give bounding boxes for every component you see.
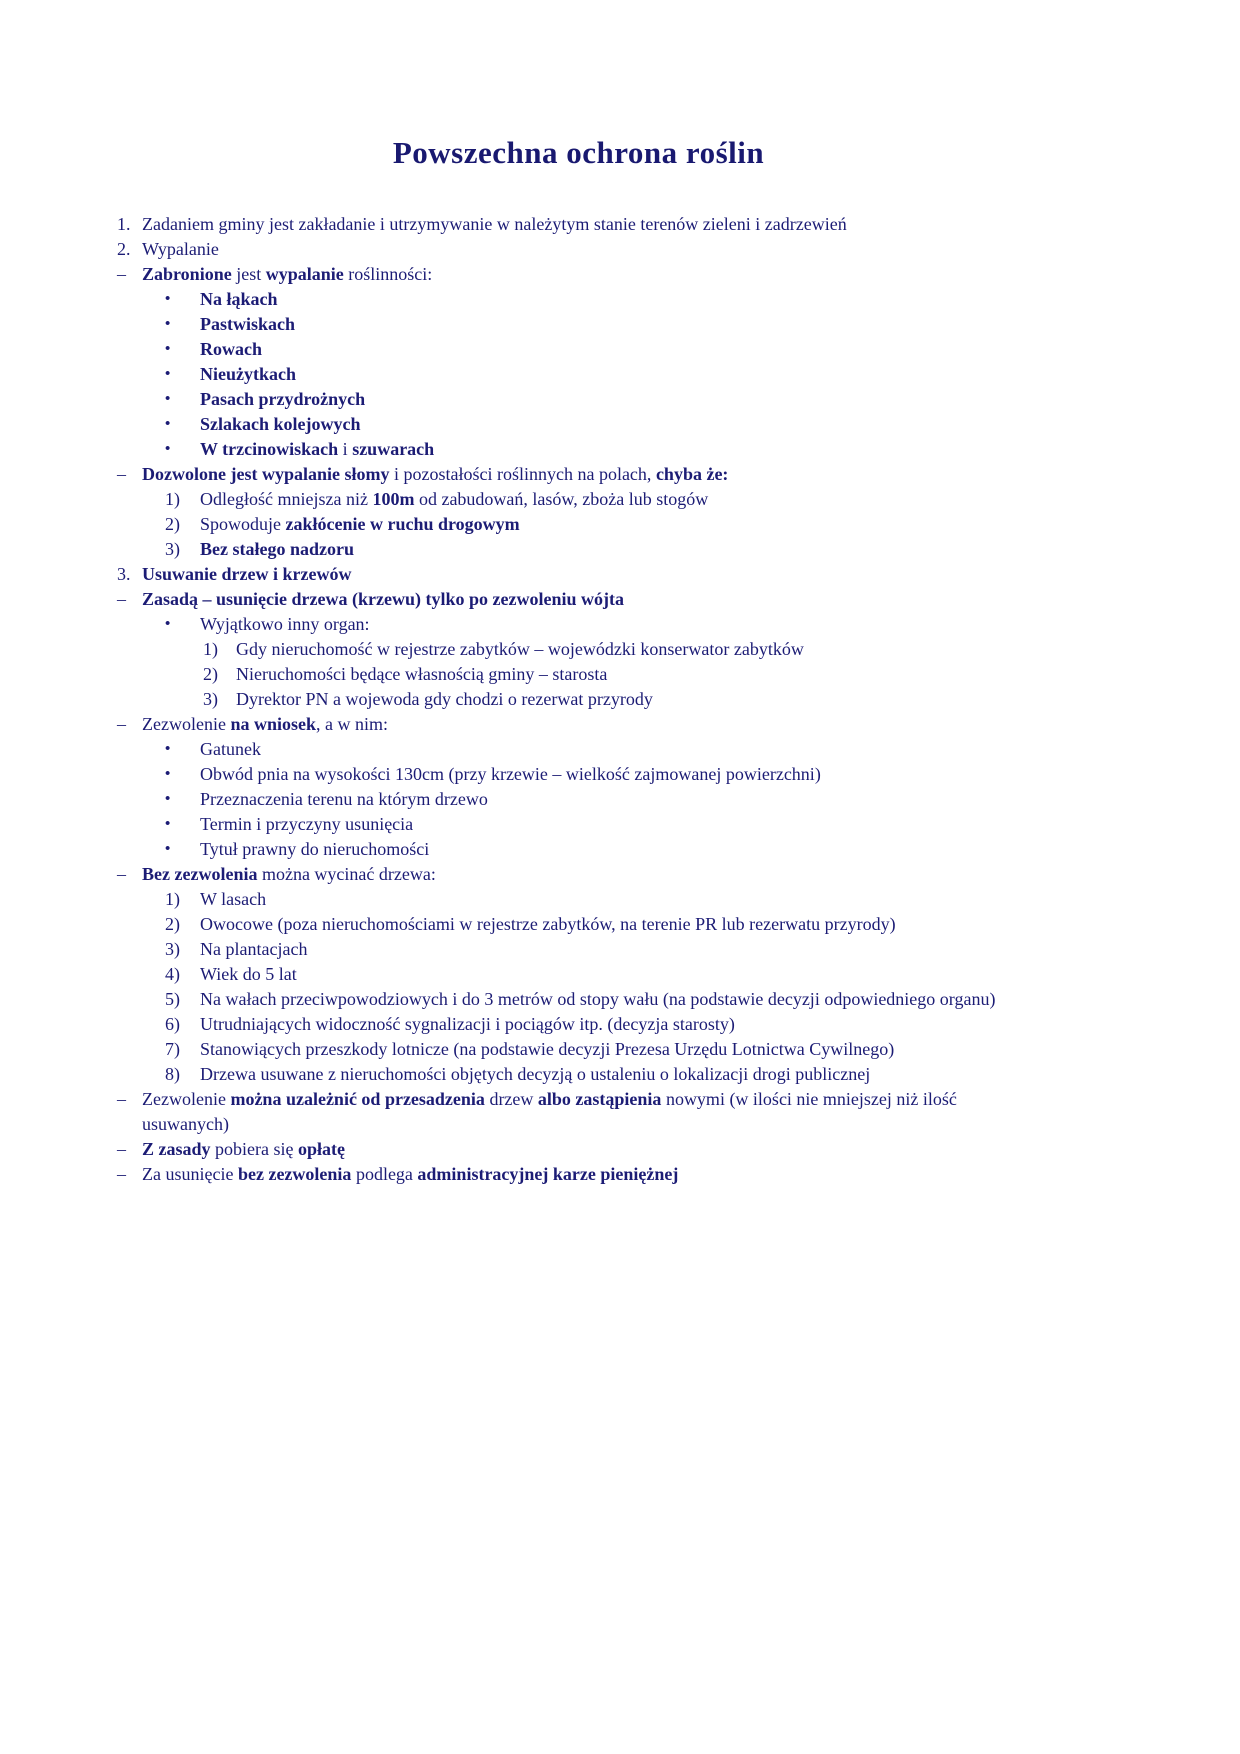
text-segment: Dyrektor PN a wojewoda gdy chodzi o rezerwat przyrody: [236, 689, 653, 709]
text-segment: 100m: [372, 489, 415, 509]
line-text: [142, 264, 432, 284]
text-segment: i pozostałości roślinnych na polach,: [389, 464, 656, 484]
list-line: [117, 937, 1040, 962]
line-text: [142, 464, 728, 484]
text-segment: chyba że:: [655, 464, 729, 484]
list-marker: 3): [165, 939, 180, 959]
bullet-icon: •: [165, 741, 171, 757]
bullet-icon: •: [165, 366, 171, 382]
list-line: [117, 987, 1040, 1012]
text-segment: Nieużytkach: [200, 364, 296, 384]
list-line: [117, 662, 1040, 687]
text-segment: Pasach przydrożnych: [200, 389, 366, 409]
list-marker: 2): [165, 914, 180, 934]
list-line: [117, 337, 1040, 362]
line-text: [200, 314, 295, 334]
list-line: [117, 412, 1040, 437]
list-line: [117, 887, 1040, 912]
text-segment: podlega: [351, 1164, 418, 1184]
line-text: [200, 389, 365, 409]
text-segment: Zadaniem gminy jest zakładanie i utrzymywanie w należytym stanie terenów zieleni i zadrzewień: [142, 214, 847, 234]
bullet-icon: •: [165, 791, 171, 807]
text-segment: Na łąkach: [200, 289, 278, 309]
line-text: [142, 564, 351, 584]
list-marker: 1): [165, 489, 180, 509]
list-marker: 6): [165, 1014, 180, 1034]
text-segment: Wyjątkowo inny organ:: [200, 614, 370, 634]
text-segment: Zabronione: [142, 264, 232, 284]
list-line: [117, 862, 1040, 887]
bullet-icon: •: [165, 391, 171, 407]
bullet-icon: •: [165, 816, 171, 832]
list-line: [117, 1162, 1040, 1187]
text-segment: Zasadą – usunięcie drzewa (krzewu) tylko po zezwoleniu wójta: [142, 589, 624, 609]
text-segment: bez zezwolenia: [237, 1164, 352, 1184]
list-line: [117, 687, 1040, 712]
list-line: [117, 812, 1040, 837]
text-segment: Za usunięcie: [142, 1164, 238, 1184]
line-text: [142, 589, 624, 609]
line-text: [200, 964, 297, 984]
list-line: [117, 1137, 1040, 1162]
list-line: [117, 1062, 1040, 1087]
text-segment: Wypalanie: [142, 239, 219, 259]
text-segment: Nieruchomości będące własnością gminy – starosta: [236, 664, 608, 684]
line-text: [200, 1064, 870, 1084]
text-segment: Z zasady: [142, 1139, 211, 1159]
line-text: [200, 414, 361, 434]
line-text: [142, 1164, 678, 1184]
list-marker: –: [117, 589, 126, 609]
list-line: [117, 762, 1040, 787]
text-segment: Obwód pnia na wysokości 130cm (przy krzewie – wielkość zajmowanej powierzchni): [200, 764, 821, 784]
line-text: [200, 1039, 894, 1059]
list-line: [117, 287, 1040, 312]
line-text: [200, 489, 708, 509]
list-line: [117, 637, 1040, 662]
list-marker: –: [117, 464, 126, 484]
text-segment: Termin i przyczyny usunięcia: [200, 814, 414, 834]
text-segment: Odległość mniejsza niż: [200, 489, 373, 509]
list-marker: –: [117, 714, 126, 734]
bullet-icon: •: [165, 416, 171, 432]
text-segment: od zabudowań, lasów, zboża lub stogów: [414, 489, 709, 509]
page-title: Powszechna ochrona roślin: [392, 135, 765, 170]
line-text: [200, 539, 354, 559]
text-segment: drzew: [484, 1089, 538, 1109]
list-marker: 7): [165, 1039, 180, 1059]
line-text: [142, 864, 436, 884]
list-line: [117, 387, 1040, 412]
list-marker: 1.: [117, 214, 131, 234]
text-segment: Drzewa usuwane z nieruchomości objętych decyzją o ustaleniu o lokalizacji drogi publicznej: [200, 1064, 871, 1084]
list-line: [117, 912, 1040, 937]
line-text: [200, 289, 278, 309]
list-line: [117, 237, 1040, 262]
text-segment: Gatunek: [200, 739, 261, 759]
list-line: [117, 712, 1040, 737]
text-segment: Na plantacjach: [200, 939, 308, 959]
list-line: [117, 537, 1040, 562]
list-marker: –: [117, 1139, 126, 1159]
line-text: [200, 739, 261, 759]
list-marker: 3): [203, 689, 218, 709]
text-segment: W trzcinowiskach: [200, 439, 339, 459]
line-text: [200, 914, 896, 934]
list-line: [117, 1012, 1040, 1037]
line-text: [200, 889, 266, 909]
list-line: [117, 462, 1040, 487]
text-segment: Zezwolenie: [142, 1089, 231, 1109]
list-line: [117, 487, 1040, 512]
list-line: [117, 787, 1040, 812]
list-line: [117, 1087, 1040, 1137]
text-segment: Zezwolenie: [142, 714, 231, 734]
text-segment: Rowach: [200, 339, 262, 359]
text-segment: można uzależnić od przesadzenia: [230, 1089, 485, 1109]
list-line: [117, 512, 1040, 537]
text-segment: jest: [231, 264, 266, 284]
list-marker: –: [117, 864, 126, 884]
text-segment: i: [338, 439, 353, 459]
text-segment: Bez stałego nadzoru: [200, 539, 354, 559]
list-marker: 1): [203, 639, 218, 659]
list-marker: 1): [165, 889, 180, 909]
line-text: [200, 364, 296, 384]
line-text: [142, 214, 847, 234]
line-text: [200, 1014, 735, 1034]
list-line: [117, 437, 1040, 462]
bullet-icon: •: [165, 841, 171, 857]
line-text: [200, 839, 429, 859]
text-segment: albo zastąpienia: [537, 1089, 662, 1109]
line-text: [236, 664, 607, 684]
list-line: [117, 962, 1040, 987]
line-text: [142, 1139, 345, 1159]
list-marker: 2): [203, 664, 218, 684]
text-segment: roślinności:: [343, 264, 433, 284]
line-text: [200, 814, 413, 834]
line-text: [236, 689, 653, 709]
list-line: [117, 612, 1040, 637]
text-segment: Tytuł prawny do nieruchomości: [200, 839, 430, 859]
list-marker: 2): [165, 514, 180, 534]
text-segment: Pastwiskach: [200, 314, 296, 334]
line-text: [200, 764, 821, 784]
list-line: [117, 362, 1040, 387]
line-text: [236, 639, 804, 659]
list-line: [117, 262, 1040, 287]
text-segment: Owocowe (poza nieruchomościami w rejestrze zabytków, na terenie PR lub rezerwatu przyrody): [200, 914, 896, 934]
text-segment: Utrudniających widoczność sygnalizacji i pociągów itp. (decyzja starosty): [200, 1014, 735, 1034]
list-marker: 5): [165, 989, 180, 1009]
list-line: [117, 837, 1040, 862]
bullet-icon: •: [165, 341, 171, 357]
line-text: [200, 614, 370, 634]
list-marker: 2.: [117, 239, 131, 259]
document-body: [117, 212, 1040, 1187]
text-segment: opłatę: [297, 1139, 345, 1159]
bullet-icon: •: [165, 766, 171, 782]
list-line: [117, 587, 1040, 612]
text-segment: zakłócenie w ruchu drogowym: [285, 514, 520, 534]
bullet-icon: •: [165, 441, 171, 457]
text-segment: Spowoduje: [200, 514, 286, 534]
list-line: [117, 737, 1040, 762]
text-segment: można wycinać drzewa:: [257, 864, 436, 884]
text-segment: pobiera się: [210, 1139, 298, 1159]
text-segment: na wniosek: [230, 714, 316, 734]
bullet-icon: •: [165, 291, 171, 307]
line-text: [142, 714, 388, 734]
text-segment: nowymi (w ilości nie mniejszej niż ilość usuwanych): [142, 1089, 957, 1134]
text-segment: Dozwolone jest wypalanie słomy: [142, 464, 390, 484]
line-text: [200, 514, 520, 534]
text-segment: Przeznaczenia terenu na którym drzewo: [200, 789, 488, 809]
list-line: [117, 1037, 1040, 1062]
list-marker: 8): [165, 1064, 180, 1084]
text-segment: , a w nim:: [315, 714, 388, 734]
text-segment: Usuwanie drzew i krzewów: [142, 564, 352, 584]
list-marker: 4): [165, 964, 180, 984]
bullet-icon: •: [165, 316, 171, 332]
line-text: [200, 989, 995, 1009]
line-text: [200, 439, 434, 459]
line-text: [200, 789, 488, 809]
list-marker: 3): [165, 539, 180, 559]
bullet-icon: •: [165, 616, 171, 632]
text-segment: Na wałach przeciwpowodziowych i do 3 metrów od stopy wału (na podstawie decyzji odpowiedniego organu): [200, 989, 996, 1009]
text-segment: szuwarach: [352, 439, 435, 459]
text-segment: administracyjnej karze pieniężnej: [417, 1164, 679, 1184]
list-line: [117, 562, 1040, 587]
line-text: [142, 239, 219, 259]
text-segment: Wiek do 5 lat: [200, 964, 297, 984]
list-line: [117, 312, 1040, 337]
list-marker: –: [117, 1164, 126, 1184]
text-segment: Stanowiących przeszkody lotnicze (na podstawie decyzji Prezesa Urzędu Lotnictwa Cywilnego): [200, 1039, 895, 1059]
list-marker: 3.: [117, 564, 131, 584]
line-text: [142, 1089, 957, 1134]
text-segment: Gdy nieruchomość w rejestrze zabytków – wojewódzki konserwator zabytków: [236, 639, 804, 659]
line-text: [200, 339, 262, 359]
text-segment: Szlakach kolejowych: [200, 414, 361, 434]
list-line: [117, 212, 1040, 237]
line-text: [200, 939, 307, 959]
text-segment: W lasach: [200, 889, 267, 909]
text-segment: Bez zezwolenia: [142, 864, 258, 884]
text-segment: wypalanie: [265, 264, 344, 284]
list-marker: –: [117, 1089, 126, 1109]
list-marker: –: [117, 264, 126, 284]
